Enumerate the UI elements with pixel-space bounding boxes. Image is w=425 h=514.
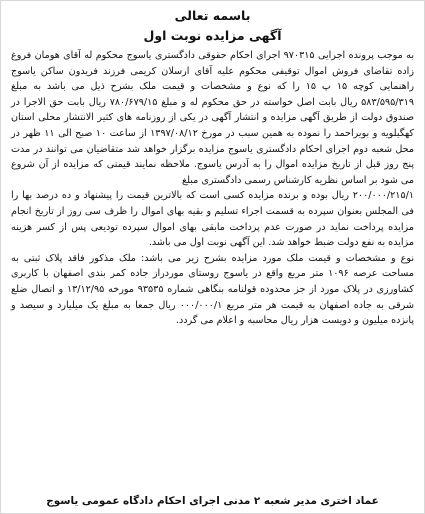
notice-paragraph-terms: ۲۰۰/۰۰۰/۲۱۵/۱ ریال بوده و برنده مزایده کسی است که بالاترین قیمت را پیشنهاد و ده درصد بها را فی المجلس بعنوان سپرده به قسمت اجراء تسلیم و بقیه بهای اموال را ظرف سی روز از تاریخ انجام مزایده پرداخت نماید در صورت عدم پرداخت مابقی بهای اموال سپرده تودیعی پس از کسر هزینه مزایده به نفع دولت ضبط خواهد شد. این آگهی نوبت اول می باشد. (11, 190, 414, 249)
notice-paragraph-case: به موجب پرونده اجرایی ۹۷۰۳۱۵ اجرای احکام حقوقی دادگستری یاسوج محکوم له آقای هومان فروغ زاده تقاضای فروش اموال توقیفی محکوم علیه آقای ارسلان کریمی فرزند فریدون ساکن یاسوج راهنمایی کوچه ۱۵ پ ۱۵ را که نوع و مشخصات و قیمت ملک بشرح ذیل می باشد به مبلغ ۵۸۳/۵۹۵/۳۱۹ ریال بابت اصل خواسته در حق محکوم له و مبلغ ۷۸۰/۶۷۹/۱۵ ریال بابت حق الاجرا در صندوق دولت از طریق آگهی مزایده و انتشار آگهی در یکی از روزنامه های کثیر الانتشار محلی استان کهگیلویه و بویراحمد را نموده به همین سبب در مورخ ۱۳۹۷/۰۸/۱۲ از ساعت ۱۰ صبح الی ۱۱ ظهر در محل شعبه دوم اجرای احکام دادگستری یاسوج مزایده برگزار خواهد شد متقاضیان می توانند در مدت پنج روز قبل از تاریخ مزایده اموال را به آدرس یاسوج. ملاحظه نمایند قیمتی که مزایده از آن شروع می شود بر اساس نظریه کارشناس رسمی دادگستری مبلغ (11, 50, 414, 186)
notice-title: آگهی مزایده نوبت اول (143, 28, 282, 43)
notice-signature: عماد اختری مدیر شعبه ۲ مدنی اجرای احکام دادگاه عمومی یاسوج (46, 495, 379, 507)
notice-heading: باسمه تعالی (174, 8, 251, 23)
notice-paragraph-property: نوع و مشخصات و قیمت ملک مورد مزایده بشرح زیر می باشد: ملک مذکور فاقد پلاک ثبتی به مساحت عرصه ۱۰۹۶ متر مربع واقع در یاسوج روستای موردراز جاده کمر بندی اصفهان با کاربری کشاورزی در پلاک مورد از جز محدوده قولنامه بنگاهی شماره ۹۳۵۳۵ مورخه ۱۳/۱۲/۹۵ و اتصال ضلع شرقی به جاده اصفهان به قیمت هر متر مربع ۰۰۰/۰۰۰/۱ ریال جمعا به مبلغ یک میلیارد و سیصد و پانزده میلیون و دویست هزار ریال محاسبه و اعلام می گردد. (11, 252, 414, 327)
